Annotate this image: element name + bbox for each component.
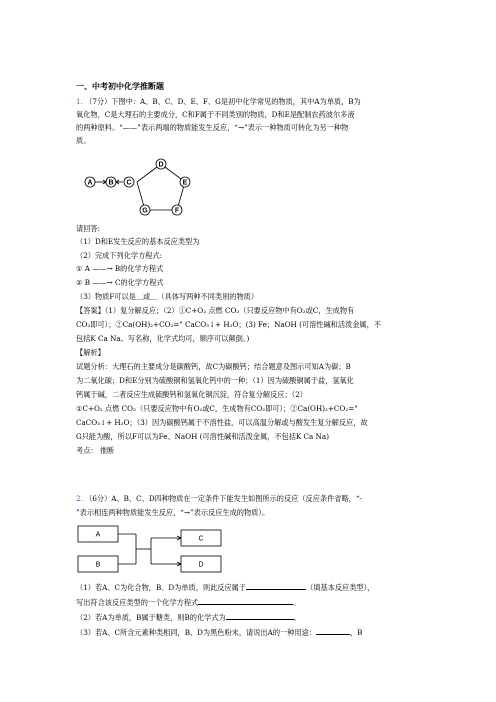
q1-sub2b: ② B ——→ C的化学方程式: [76, 278, 164, 287]
section-title: 一、中考初中化学推断题: [76, 81, 164, 91]
q1-number: 1.: [76, 97, 83, 106]
q2-sub2-text: （2）若A为单质，B属于糖类，则B的化学式为: [76, 613, 226, 622]
analysis-line6: G只能为酸，所以F可以为Fe、NaOH (可溶性碱和活泼金属，不包括K Ca Na): [76, 432, 330, 441]
answer-text1: （1）复分解反应；（2）①C+O₂ 点燃 CO₂（只要反应物中有O₂或C，生成物有: [104, 306, 355, 315]
q1-answer-line1: [76, 306, 354, 315]
q1-answer-line3: 包括K Ca Na。写名称，化学式均可，顺序可以颠倒。): [76, 334, 250, 343]
q1-pentagon-diagram: [88, 152, 228, 222]
box-b-label: B: [95, 561, 101, 569]
q2-blank-4[interactable]: [316, 627, 350, 635]
box-a-label: A: [95, 531, 101, 539]
q2-sub1a-end: （填基本反应类型），: [306, 583, 375, 592]
q2-sub1b-text: 写出符合该反应类型的一个化学方程式: [76, 598, 199, 607]
box-d-label: D: [198, 561, 204, 569]
q1-line3: 的两种原料。“——”表示两端的物质能发生反应，“→”表示一种物质可转化为另一种物: [76, 123, 349, 132]
node-c: C: [126, 179, 132, 187]
node-b: B: [108, 179, 114, 187]
analysis-line5: CaCO₃↓+ H₂O；（3）因为碳酸钙属于不溶性盐，可以高温分解或与酸发生复分解反应，故: [76, 418, 368, 427]
node-e: E: [182, 179, 188, 187]
q1-head: （7分）下图中：A、B、C、D、E、F、G是初中化学常见的物质，其中A为单质，B为: [85, 97, 361, 106]
analysis-line2: 为二氧化碳；D和E分别为硫酸铜和氢氧化钙中的一种；（1）因为硫酸铜属于盐，氢氧化: [76, 376, 354, 385]
q2-sub3-text: （3）若A、C所含元素种类相同，B、D为黑色粉末，请说出A的一种用途：: [76, 628, 316, 637]
node-g: G: [142, 207, 148, 215]
answer-label: 【答案】: [76, 306, 105, 315]
q2-sub1a-text: （1）若A、C为化合物，B、D为单质，则此反应属于: [76, 583, 247, 592]
node-a: A: [87, 179, 93, 187]
q2-sub3-end: ，B: [349, 628, 363, 637]
analysis-label: 【解析】: [76, 348, 105, 357]
q2-sub1b: 写出符合该反应类型的一个化学方程式 。: [76, 598, 301, 607]
q2-sub2: （2）若A为单质，B属于糖类，则B的化学式为 。: [76, 613, 301, 622]
node-f: F: [174, 207, 180, 215]
analysis-line4: ①C+O₂ 点燃 CO₂（只要反应物中有O₂或C，生成物有CO₂即可）；②Ca(OH)₂+CO₂=": [76, 404, 358, 413]
q2-line1: [76, 494, 362, 503]
q2-blank-1[interactable]: [246, 582, 306, 590]
q1-sub2a: ① A ——→ B的化学方程式: [76, 264, 164, 273]
q2-sub3: [76, 627, 362, 637]
q1-ask: 请回答:: [76, 224, 100, 233]
analysis-line3: 钙属于碱，二者反应生成硫酸钙和氢氧化铜沉淀，符合复分解反应；（2）: [76, 390, 307, 399]
q2-sub1a: [76, 582, 374, 592]
analysis-line1: 试题分析：大理石的主要成分是碳酸钙，故C为碳酸钙；结合题意及图示可知A为碳；B: [76, 362, 351, 371]
q1-sub1: （1）D和E发生反应的基本反应类型为: [76, 237, 200, 246]
q2-number: 2.: [76, 494, 83, 503]
q2-reaction-diagram: [76, 524, 236, 576]
q1-sub3: （3）物质F可以是＿或＿（具体写两种不同类别的物质）: [76, 292, 259, 301]
q2-line2: ”表示相连两种物质能发生反应，“→”表示反应生成的物质）。: [76, 508, 270, 517]
box-c-label: C: [198, 535, 204, 543]
q1-answer-line2: CO₂即可）；②Ca(OH)₂+CO₂=" CaCO₃↓+ H₂O；(3) Fe；NaOH (可溶性碱和活泼金属，不: [76, 320, 381, 329]
q1-line1: [76, 97, 361, 106]
q1-line2: 氧化物，C是大理石的主要成分，C和F属于不同类别的物质，D和E是配制农药波尔多液: [76, 110, 355, 119]
q1-line4: 质。: [76, 136, 91, 145]
kaodian: 考点： 推断: [76, 446, 115, 455]
q2-blank-3[interactable]: [226, 612, 294, 620]
q2-blank-2[interactable]: [198, 597, 293, 605]
q2-head: （6分）A、B、C、D四种物质在一定条件下能发生如图所示的反应（反应条件省略，“-: [85, 494, 362, 503]
node-d: D: [158, 161, 164, 169]
q1-sub2: （2）完成下列化学方程式:: [76, 251, 163, 260]
